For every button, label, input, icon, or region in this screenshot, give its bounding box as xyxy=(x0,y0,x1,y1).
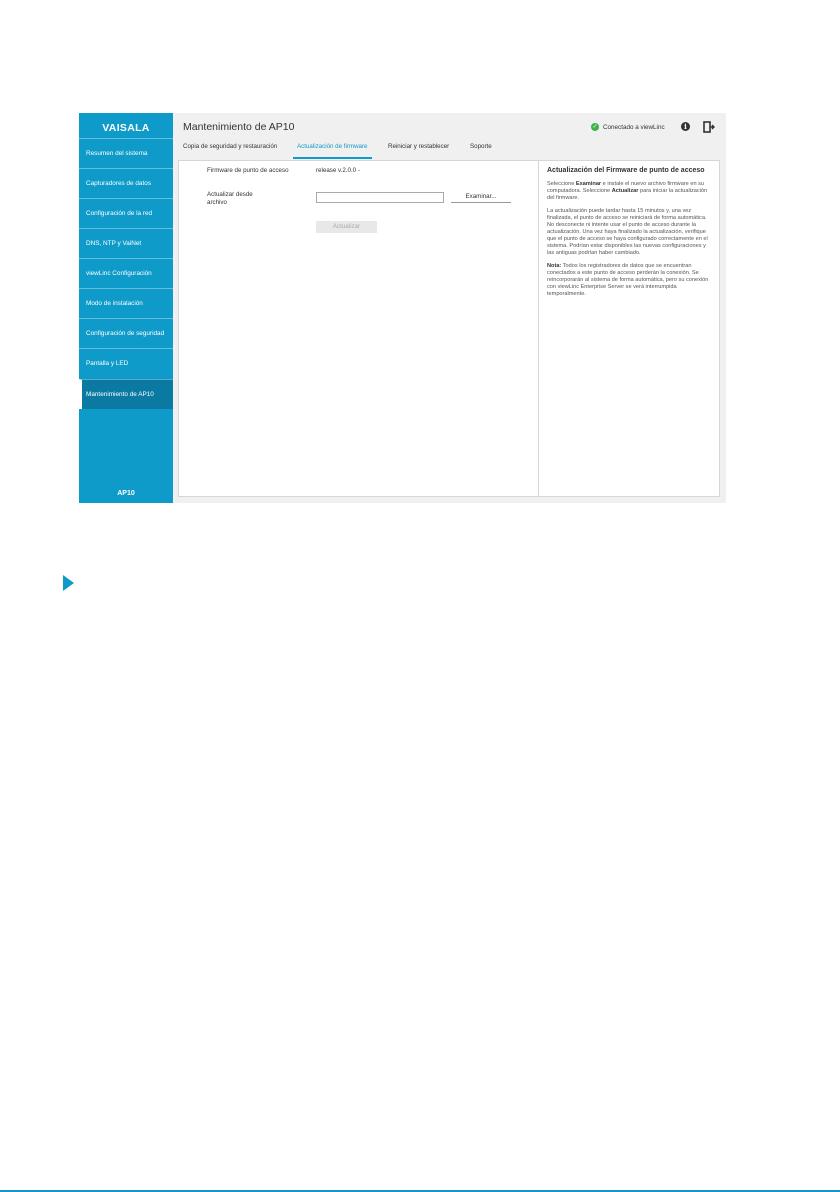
connection-status xyxy=(591,123,665,131)
sidebar-item-mantenimiento[interactable]: Mantenimiento de AP10 xyxy=(79,379,173,409)
help-paragraph-1: Seleccione Examinar e instale el nuevo archivo firmware en su computadora. Seleccione Actualizar para iniciar la actualización del firmware. xyxy=(547,181,708,201)
sidebar xyxy=(79,113,173,503)
tab-backup[interactable]: Copia de seguridad y restauración xyxy=(183,143,278,150)
connection-status-label: Conectado a viewLinc xyxy=(603,123,665,131)
help-note: Nota: Todos los registradores de datos que se encuentran conectados a este punto de acceso perderán la conexión. Se reincorporarán al sistema de forma automática, pero su conexión con viewLinc Enterprise Server se verá interrumpida temporalmente. xyxy=(547,263,709,297)
check-circle-icon: ✓ xyxy=(592,124,598,130)
firmware-label: Firmware de punto de acceso xyxy=(207,167,289,174)
tab-bar xyxy=(173,140,726,160)
header xyxy=(173,113,726,140)
firmware-panel xyxy=(178,160,720,497)
sidebar-item-dns[interactable]: DNS, NTP y VaiNet xyxy=(79,228,173,258)
help-paragraph-2: La actualización puede tardar hasta 15 minutos y, una vez finalizada, el punto de acceso se reiniciará de forma automática. No desconecte ni intente usar el punto de acceso durante la actualización. Una vez haya finalizado la actualización, verifique que el punto de acceso se haya configurado correctamente en el sistema. Podrían estar disponibles las nuevas configuraciones y las antiguas podrían haber cambiado. xyxy=(547,208,708,256)
file-path-input[interactable] xyxy=(316,192,444,203)
vaisala-logo: VAISALA xyxy=(102,122,150,134)
update-from-file-label: Actualizar desde archivo xyxy=(207,191,253,206)
sidebar-item-instalacion[interactable]: Modo de instalación xyxy=(79,288,173,318)
tab-firmware[interactable]: Actualización de firmware xyxy=(293,143,372,159)
logout-icon[interactable] xyxy=(703,121,715,133)
sidebar-item-red[interactable]: Configuración de la red xyxy=(79,198,173,228)
firmware-version: release v.2.0.0 - xyxy=(316,167,360,174)
browse-button[interactable]: Examinar... xyxy=(451,191,511,203)
sidebar-item-resumen[interactable]: Resumen del sistema xyxy=(79,138,173,168)
info-icon[interactable]: i xyxy=(681,122,690,131)
sidebar-item-capturadores[interactable]: Capturadores de datos xyxy=(79,168,173,198)
app-window xyxy=(79,113,726,503)
page-title: Mantenimiento de AP10 xyxy=(183,121,295,133)
tab-support[interactable]: Soporte xyxy=(470,143,492,150)
help-panel xyxy=(538,161,719,496)
update-button: Actualizar xyxy=(316,221,377,233)
device-label: AP10 xyxy=(117,490,135,497)
play-triangle-icon xyxy=(63,575,74,591)
sidebar-item-seguridad[interactable]: Configuración de seguridad xyxy=(79,318,173,348)
help-title: Actualización del Firmware de punto de acceso xyxy=(547,167,705,174)
tab-reset[interactable]: Reiniciar y restablecer xyxy=(388,143,450,150)
sidebar-item-viewlinc[interactable]: viewLinc Configuración xyxy=(79,258,173,288)
sidebar-item-pantalla[interactable]: Pantalla y LED xyxy=(79,348,173,378)
